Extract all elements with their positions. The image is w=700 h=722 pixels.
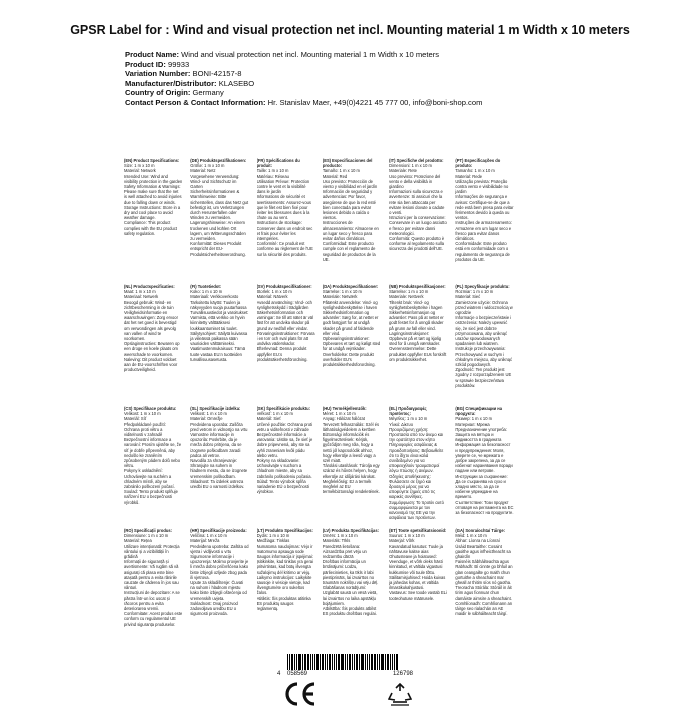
- spec-line: Conformidad: Este producto cumple con el reglamento de seguridad de productos de la UE.: [322, 241, 376, 262]
- spec-block: [323, 528, 381, 650]
- spec-line: Ábhar: Líonra na Líonraí: [455, 538, 500, 544]
- barcode-bar: [354, 654, 355, 670]
- spec-line: Instrucțiuni de depozitare: A se păstra într-un loc uscat și răcoros pentru a evita deteriorarea vremii.: [124, 590, 180, 612]
- barcode-bar: [374, 654, 376, 670]
- spec-block: [455, 528, 513, 650]
- spec-line: Συμμόρφωση: Το προϊόν αυτό συμμορφώνεται με τον κανονισμό της ΕΕ για την ασφάλεια των προϊόντων.: [389, 499, 444, 521]
- barcode-bar: [287, 654, 288, 670]
- barcode-bar: [356, 654, 358, 670]
- barcode-bar: [338, 654, 340, 670]
- spec-line: Faisnéis Sábháilteachta agus Rabhadh: Bí cinnte go bhfuil an glan ceangailte go maith chun gortuithe a sheachaint mar gheall ar thitim síos nó gaotha.: [455, 559, 513, 586]
- barcode: [287, 654, 413, 676]
- info-value: 99933: [168, 59, 190, 69]
- spec-line: Sikkerhedsinformation og advarsler: Sørg for, at nettet er godt fastgjort for at undgå skader på grund af faldende eller vind.: [322, 310, 379, 336]
- spec-line: Информация за безопасност и предупреждения: Моля, уверете се, че мрежата е добре закрепена, за да се избегнат наранявания поради падане или ветрове.: [455, 442, 513, 474]
- spec-line: Numatoma naudojimas: Vėjo ir matomumo apsauga sode: [256, 543, 313, 554]
- spec-block: [190, 528, 248, 650]
- spec-line: Størrelse: 1 m x 10 m: [389, 289, 429, 295]
- spec-line: Größe: 1 m x 10 m: [190, 163, 225, 169]
- spec-line: Utilização prevista: Proteção contra vento e visibilidade no jardim: [455, 178, 509, 195]
- spec-row-1: [124, 158, 580, 280]
- spec-line: Zamierzone użycie: Ochrona przed wiatrem i widocznością w ogrodzie: [455, 299, 513, 316]
- spec-line: Storlek: 1 m x 10 m: [256, 289, 292, 295]
- barcode-bar: [345, 654, 346, 670]
- spec-block: [455, 406, 513, 528]
- info-label: Product Name:: [125, 50, 180, 59]
- spec-line: Drošības informācija un brīdinājumi: Lūdzu, pārliecinieties, ka tīkls ir labi piestiprināts, lai izvairītos no traumām nokrišņu vai vēju dēļ.: [322, 559, 379, 586]
- spec-heading: (ET) Toote spetsifikatsioonid:: [389, 528, 447, 533]
- barcode-bar: [302, 654, 303, 670]
- info-label: Product ID:: [125, 59, 166, 69]
- spec-block: [455, 284, 513, 406]
- barcode-bar: [361, 654, 364, 670]
- spec-line: Efterlevnad: Denna produkt uppfyller EU:s produktsäkerhetsförordning.: [256, 346, 308, 362]
- spec-block: [257, 528, 315, 650]
- spec-line: Izmērs: 1 m x 10 m: [322, 533, 358, 539]
- info-row-product-name: [125, 50, 700, 60]
- spec-line: Materiał: Sieć: [455, 294, 481, 300]
- spec-line: Určené použitie: Ochrana proti vetru a viditeľnosti v záhrade: [256, 421, 313, 432]
- spec-block: [257, 284, 315, 406]
- spec-block: [190, 158, 248, 280]
- barcode-bar: [307, 654, 309, 670]
- spec-line: Ohutusteave ja hoiatused: Veenduge, et võrk oleks hästi kinnitatud, et vältida vigastusi kukkumise või tuule tõttu.: [389, 554, 443, 575]
- spec-line: Materiaal: Netwerk: [124, 294, 159, 300]
- spec-block: [124, 284, 182, 406]
- spec-line: Instrukcje przechowywania: Przechowywać w suchym i chłodnym miejscu, aby uniknąć szkód pogodowych.: [455, 346, 513, 368]
- barcode-bar: [381, 654, 384, 670]
- barcode-bar: [394, 654, 395, 670]
- spec-line: Materiāls: Tīkls: [322, 538, 351, 544]
- spec-line: Instruções de armazenamento: Armazene em um lugar seco e fresco para evitar danos climáticos.: [455, 220, 512, 242]
- barcode-lead-digit: 4: [277, 671, 281, 677]
- spec-block: [522, 528, 580, 650]
- spec-line: Avsedd användning: Vind- och synlighetsskydd i trädgården: [256, 299, 312, 310]
- barcode-bar: [341, 654, 344, 670]
- spec-line: Intended Use: Wind and visibility protection in the garden: [124, 173, 183, 184]
- spec-line: Navodila za shranjevanje: Shranjujte na suhem in hladnem mestu, da se izognete vremenskim poškodbam.: [190, 458, 248, 479]
- barcode-digits: [287, 671, 413, 678]
- spec-line: Размер: 1 m x 10 m: [455, 416, 493, 422]
- info-row-product-id: [125, 60, 700, 70]
- barcode-left-digits: 058569: [287, 671, 308, 677]
- spec-line: Pokyny k uskladnění: Uchovávejte na suchém a chladném místě, aby se zabránilo poškození počasí.: [124, 468, 175, 490]
- spec-heading: (BG) Спецификации на продукта:: [455, 406, 503, 417]
- spec-line: Sikkerhetsinformasjon og advarsler: Pass på at nettet er godt festet for å unngå skader på grunn av fall eller vind.: [389, 310, 444, 331]
- spec-block: [323, 284, 381, 406]
- spec-line: Úsáid Beartaithe: Cosaint gaoithe agus infheictheacht sa ghairdín: [455, 543, 511, 560]
- spec-heading: (FR) Spécifications du produit:: [256, 158, 300, 169]
- spec-line: Material: Omrežje: [190, 416, 223, 422]
- spec-line: Beoogd gebruik: Wind- en zichtbescherming in de tuin: [124, 299, 174, 310]
- spec-line: Tiltenkt bruk: Vind- og synlighetsbeskyttelse i hagen: [389, 299, 443, 310]
- spec-line: Veličina: 1 m x 10 m: [190, 533, 227, 539]
- barcode-bar: [325, 654, 326, 670]
- info-row-country: [125, 88, 700, 98]
- spec-line: Treoracha Stórála: Stóráil in áit tirim agus fionnuar chun damáiste aimsire a sheachaint.: [455, 585, 512, 601]
- spec-block: [323, 158, 381, 280]
- spec-line: Informations de sécurité et avertissements: Assurez-vous que le filet est bien fixé pour éviter les blessures dues à la chute ou au vent.: [256, 194, 311, 221]
- spec-block: [124, 528, 182, 650]
- spec-line: Bezpečnostní informace a varování: Prosím ujistěte se, že síť je dobře připevněná, aby nedošlo ke zraněním způsobeným pádem dolů nebo větru.: [124, 437, 182, 469]
- spec-block: [190, 284, 248, 406]
- barcode-bar: [291, 654, 293, 670]
- spec-line: Tervezett felhasználás: Szél és láthatóságvédelem a kertben: [322, 421, 380, 432]
- barcode-bar: [327, 654, 328, 670]
- spec-line: Suurus: 1 m x 10 m: [389, 533, 425, 539]
- barcode-bar: [294, 654, 295, 670]
- spec-heading: (FI) Tuotetiedot:: [190, 284, 222, 289]
- spec-line: Compliance: This product complies with the EU product safety regulation.: [124, 220, 178, 236]
- barcode-bar: [320, 654, 321, 670]
- spec-heading: (NB) Produktspesifikasjoner:: [389, 284, 446, 289]
- barcode-bar: [298, 654, 301, 670]
- spec-line: Tárolási utasítások: Tárolja egy száraz és hűvös helyen, hogy elkerülje az időjárási károkat.: [322, 463, 380, 479]
- spec-block: [522, 406, 580, 528]
- barcode-bar: [336, 654, 337, 670]
- barcode-bar: [387, 654, 389, 670]
- spec-line: Informações de segurança e avisos: Certifique-se de que a rede está bem presa para evitar ferimentos devido à queda ou ventos.: [455, 194, 514, 221]
- spec-line: Material: Network: [124, 168, 156, 174]
- spec-line: Předpokládané použití: Ochrana proti větru a viditelnosti v zahradě: [124, 421, 166, 438]
- spec-line: Utilizare intenționată: Protecția vântului și a vizibilității în grădină: [124, 543, 180, 560]
- barcode-bar: [312, 654, 313, 670]
- spec-line: Kavandatud kasutus: Tuule ja nähtavuse kaitse aias: [389, 543, 443, 554]
- spec-line: Tamanho: 1 m x 10 m: [455, 168, 495, 174]
- spec-line: Velikost: 1 m x 10 m: [124, 411, 161, 417]
- spec-heading: (IT) Specifiche del prodotto:: [389, 158, 444, 163]
- spec-line: Glabāšanas norādījumi: Uzglabāt sausā un vēsā vietā, lai izvairītos no laika apstākļu bojājumiem.: [322, 585, 378, 606]
- spec-line: Bezpečnostné informácie a varovania: Uistite sa, že sieť je dobre pripevnená, aby ste sa vyhli zraneniam kvôli pádu alebo vetru.: [256, 432, 313, 458]
- barcode-bar: [369, 654, 370, 670]
- spec-line: Predvidena uporaba: Zaščita pred vetrom in vidnostjo na vrtu: [190, 421, 248, 432]
- spec-line: Anyag: Hálózat hálózat: [322, 416, 365, 422]
- barcode-bar: [377, 654, 378, 670]
- spec-line: Material: Red: [322, 173, 348, 179]
- spec-line: Overensstemmelse: Dette produktet oppfyller EUs forskrift om produktsikkerhet.: [389, 346, 447, 362]
- spec-line: Conformité: Ce produit est conforme au règlement de l'UE sur la sécurité des produits.: [256, 241, 313, 257]
- spec-row-3: [124, 406, 580, 528]
- spec-line: Sukladnost: Ovaj proizvod zadovoljava uredbu EU o sigurnosti proizvoda.: [190, 600, 238, 617]
- spec-line: Méret: 1 m x 10 m: [322, 411, 356, 417]
- spec-line: Conformitate: Acest produs este conform cu regulamentul UE privind siguranța produselor.: [124, 611, 183, 627]
- spec-block: [257, 406, 315, 528]
- spec-line: Naleving: Dit product voldoet aan de EU-voorschriften voor productveiligheid.: [124, 356, 178, 373]
- spec-heading: (HU) Termékjellemzők:: [322, 406, 367, 411]
- spec-line: Atitiktis: Šis produktas atitinka ES produktų saugos reglamentą.: [256, 595, 311, 612]
- spec-line: Skladnost: Ta izdelek ustreza uredbi EU o varnosti izdelkov.: [190, 478, 245, 490]
- label-title: GPSR Label for : Wind and visual protection net incl. Mounting material 1 m Width x 10 meters: [70, 23, 630, 37]
- spec-line: Säilytysohjeet: Säilytä kuivassa ja viileässä paikassa sään vaurioiden välttämiseksi.: [190, 330, 248, 347]
- spec-line: Förvaringsinstruktioner: Förvara i en torr och sval plats för att undvika väderskador.: [256, 330, 315, 347]
- spec-line: Size: 1 m x 10 m: [124, 163, 155, 169]
- barcode-bar: [314, 654, 315, 670]
- ce-mark-icon: [283, 681, 317, 707]
- spec-line: Påtænkt anvendelse: Vind- og synlighedsbeskyttelse i haven: [322, 299, 378, 310]
- info-value: Wind and visual protection net incl. Mounting material 1 m Width x 10 meters: [181, 50, 440, 59]
- spec-line: Overholdelse: Dette produkt overholder EU's produktsikkerhedsforordning.: [322, 351, 376, 368]
- spec-block: [124, 158, 182, 280]
- spec-heading: (EL) Προδιαγραφές προϊόντος:: [389, 406, 427, 417]
- spec-line: Инструкции за съхранение: Да се съхранява на сухо и хладно място, за да се избегне увреждане на времето.: [455, 473, 508, 500]
- spec-line: Taille: 1 m x 10 m: [256, 168, 289, 174]
- spec-line: Paredzētā lietošana: Aizsardzība pret vēju un redzamību dārzā: [322, 543, 367, 560]
- spec-line: Matériau: Réseau: [256, 173, 289, 179]
- spec-line: Uso previsto: Protección de viento y visibilidad en el jardín: [322, 178, 378, 190]
- barcode-bar: [352, 654, 353, 670]
- spec-line: Οδηγίες αποθήκευσης: Φυλάσσετε σε ξηρό και δροσερό μέρος για να αποφύγετε ζημιές από τις καιρικές συνθήκες.: [389, 473, 436, 500]
- spec-line: Atbilstība: Šis produkts atbilst ES produktu drošības regulai.: [322, 606, 377, 617]
- spec-line: Материал: Мрежа: [455, 421, 490, 427]
- spec-line: Conformidade: Este produto está em conformidade com o regulamento de segurança de produtos da UE.: [455, 241, 510, 262]
- spec-heading: (SL) Specifikacije izdelka:: [190, 406, 241, 411]
- spec-line: Vorgesehene Verwendung: Wind- und Sichtschutz im Garten: [190, 173, 240, 190]
- spec-line: Materiál: Síť: [124, 416, 147, 422]
- info-value: BONI-42157-8: [192, 69, 242, 79]
- barcode-bar: [289, 654, 290, 670]
- spec-line: Saugos informacija ir įspėjimai: Įsitikinkite, kad tinklas yra gerai pritvirtintas, kad būtų išvengta sužalojimų dėl kritimo ar vėjų.: [256, 554, 313, 575]
- barcode-bar: [367, 654, 368, 670]
- info-label: Variation Number:: [125, 69, 191, 79]
- spec-line: Turvallisuustiedot ja varoitukset: Varmista, että verkko on hyvin kiinnitetty välttääksesi loukkaantumiset tai tuulet.: [190, 310, 249, 331]
- spec-line: Conformità: Questo prodotto è conforme al regolamento sulla sicurezza dei prodotti dell'UE.: [389, 236, 445, 252]
- spec-line: Materjal: Võrk: [389, 538, 415, 544]
- barcode-bar: [359, 654, 360, 670]
- spec-block: [124, 406, 182, 528]
- barcode-bar: [310, 654, 311, 670]
- recycle-icon: [388, 683, 412, 707]
- spec-line: Dimensiune: 1 m x 10 m: [124, 533, 169, 539]
- info-label: Country of Origin:: [125, 88, 191, 98]
- barcode-bar: [365, 654, 366, 670]
- info-value: Germany: [192, 88, 224, 98]
- spec-line: Rozmiar: 1 m x 10 m: [455, 289, 494, 295]
- spec-heading: (GA) Sonraíochtaí Táirge:: [455, 528, 506, 533]
- barcode-bar: [329, 654, 331, 670]
- spec-line: Upute za skladištenje: Čuvati na suhom i hladnom mjestu kako biste izbjegli oštećenja od vremenskih uvjeta.: [190, 580, 247, 601]
- spec-block: [389, 158, 447, 280]
- spec-heading: (SV) Produktspecifikationer:: [256, 284, 312, 289]
- spec-line: Megfelelőség: Ez a termék megfelel az EU termékbiztonsági rendeletének.: [322, 478, 380, 495]
- info-row-contact: [125, 98, 700, 108]
- spec-line: Vastavus: See toode vastab ELi tooteohutuse määrusele.: [389, 590, 447, 601]
- spec-block: [522, 284, 580, 406]
- spec-line: Dydis: 1 m x 10 m: [256, 533, 290, 539]
- spec-line: Tamaño: 1 m x 10 m: [322, 168, 360, 174]
- spec-heading: (HR) Specifikacije proizvoda:: [190, 528, 247, 533]
- spec-heading: (DE) Produktspezifikationen:: [190, 158, 247, 163]
- spec-line: Konformität: Dieses Produkt entspricht der EU-Produktsicherheitsverordnung.: [190, 241, 246, 257]
- barcode-right-digits: 126798: [392, 671, 413, 677]
- spec-row-4: [124, 528, 580, 650]
- barcode-bar: [349, 654, 351, 670]
- spec-line: Sigurnosne informacije i upozorenja: Molimo provjerite je li mreža dobro pričvršćena kako biste izbjegli ozljede zbog pada ili vjetrova.: [190, 554, 249, 580]
- spec-heading: (RO) Specificații produs:: [124, 528, 172, 533]
- spec-line: Materiál: Sieť: [256, 416, 281, 422]
- spec-block: [389, 406, 447, 528]
- spec-heading: (SK) Špecifikácie produktu:: [256, 406, 311, 411]
- spec-line: Material: Rede: [455, 173, 483, 179]
- spec-block: [389, 528, 447, 650]
- spec-line: Velikost: 1 m x 10 m: [190, 411, 227, 417]
- spec-line: Material: Netz: [190, 168, 216, 174]
- spec-line: Μέγεθος: 1 m x 10 m: [389, 416, 428, 422]
- spec-heading: (PL) Specyfikacje produktu:: [455, 284, 510, 289]
- spec-line: Veiligheidsinformatie en waarschuwingen: Zorg ervoor dat het net goed is bevestigd om verwondingen als gevolg van vallen of wind te voorkomen.: [124, 310, 178, 342]
- barcode-bar: [385, 654, 386, 670]
- spec-line: Dimensioni: 1 m x 10 m: [389, 163, 432, 169]
- spec-line: Sicherheitsinformationen & Warnhinweise: Bitte sicherstellen, dass das Netz gut befestigt ist, um Verletzungen durch Herunterfallen oder Winden zu vermeiden.: [190, 189, 249, 221]
- barcode-bar: [332, 654, 333, 670]
- spec-line: Opbevaringsinstruktioner: Opbevares et tørt og køligt sted for at undgå vejrskader.: [322, 336, 381, 352]
- info-row-manufacturer: [125, 79, 700, 89]
- spec-block: [190, 406, 248, 528]
- spec-line: Méid: 1 m x 10 m: [455, 533, 487, 539]
- spec-block: [389, 284, 447, 406]
- spec-line: Informacje o bezpieczeństwie i ostrzeżenia: Należy upewnić się, że sieć jest dobrze przymocowana, aby uniknąć urazów spowodowanych spadaniem lub wiatrem.: [455, 315, 512, 347]
- spec-line: Πληροφορίες ασφάλειας & προειδοποιήσεις: Βεβαιωθείτε ότι το δίχτυ είναι καλά συνδεδεμένο για να αποφευχθούν τραυματισμοί λόγω πτώσης ή ανέμων.: [389, 442, 444, 474]
- info-value: Hr. Stanislav Maer, +49(0)4221 45 777 00, info@boni-shop.com: [267, 97, 483, 107]
- spec-line: Informazioni sulla sicurezza e avvertenze: Si assicuri che la rete sia ben attaccata per evitare lesioni dovute a cadute o venti.: [389, 189, 445, 216]
- spec-line: Informații de siguranță și avertismente: Vă rugăm să vă asigurați că plasa este bine atașată pentru a evita rănirile cauzate de căderea în jos sau vânturi.: [124, 559, 179, 591]
- spec-line: Υλικό: Δίκτυο: [389, 421, 413, 427]
- spec-heading: (EN) Product Specifications:: [124, 158, 180, 163]
- barcode-bar: [322, 654, 324, 670]
- spec-block: [455, 158, 513, 280]
- spec-line: Opslaginstructies: Bewaren op een droge en koele plaats om weerschade te voorkomen.: [124, 341, 180, 357]
- spec-line: Pokyny na skladovanie: Uchovávajte v suchom a chladnom mieste, aby sa zabránilo poškodeniu počasia.: [256, 458, 312, 479]
- spec-line: Súlad: Tento výrobok spĺňa nariadenie EÚ o bezpečnosti výrobkov.: [256, 478, 309, 495]
- spec-heading: (PT) Especificações do produto:: [455, 158, 501, 169]
- spec-line: Biztonsági információk és figyelmeztetések: Kérjük, győződjön meg róla, hogy a nettó jól kapcsolódik ahhoz, hogy elkerülje a leeső vagy a szél miatt.: [322, 432, 376, 464]
- spec-line: Storage Instructions: Store in a dry and cool place to avoid weather damage.: [124, 204, 181, 221]
- spec-line: Utilisation Prévue: Protection contre le vent et la visibilité dans le jardin: [256, 178, 310, 195]
- spec-line: Materijal: Mreža: [190, 538, 220, 544]
- spec-line: Säkerhetsinformation och varningar: Se till att nätet är väl fäst för att undvika skador på grund av nedfall eller vindar.: [256, 310, 313, 331]
- spec-line: Predviđena upotreba: Zaštita od vjetra i vidljivosti u vrtu: [190, 543, 249, 554]
- barcode-bars: [287, 654, 413, 670]
- barcode-bar: [396, 654, 398, 670]
- spec-line: Tarkoitettu käyttö: Tuulen ja näkyvyyden suoja puutarhassa: [190, 299, 247, 310]
- barcode-bar: [379, 654, 380, 670]
- barcode-bar: [392, 654, 393, 670]
- spec-line: Istruzioni per la conservazione: Conservare in un luogo asciutto e fresco per evitare danni meteorologici.: [389, 215, 447, 236]
- spec-line: Lagerungshinweise: An einem trockenen und kühlen Ort lagern, um Witterungsschäden zu vermeiden.: [190, 220, 246, 242]
- spec-line: Varnostne informacije in opozorila: Poskrbite, da je mreža dobro pritrjena, da se izognete poškodbam zaradi padca ali vetrov.: [190, 432, 242, 458]
- spec-heading: (LV) Produkta Specifikācijas:: [322, 528, 379, 533]
- spec-line: Soulad: Tento produkt splňuje nařízení EU o bezpečnosti výrobků.: [124, 489, 178, 505]
- spec-line: Säilitamisjuhised: Hoida kuivas ja jahedas kohas, et vältida ilmastikukahjustusi.: [389, 574, 446, 591]
- spec-line: Instrucciones de almacenamiento: Almacene en un lugar seco y fresco para evitar daños climáticos.: [322, 220, 379, 242]
- barcode-bar: [296, 654, 297, 670]
- spec-heading: (CS) Specifikace produktu:: [124, 406, 177, 411]
- spec-line: Medžiaga: Tinklas: [256, 538, 290, 544]
- spec-line: Предназначение употреба: Защита на вятъра и видимостта в градината: [455, 426, 507, 443]
- spec-line: Instructions de stockage: Conserver dans un endroit sec et frais pour éviter les intempéries.: [256, 220, 313, 242]
- barcode-bar: [347, 654, 348, 670]
- spec-line: Laikymo instrukcijos: Laikykite sausoje ir vėsioje vietoje, kad išvengtumėte oro sukeltos žalos.: [256, 574, 312, 596]
- barcode-bar: [316, 654, 319, 670]
- spec-heading: (ES) Especificaciones del producto:: [322, 158, 373, 169]
- spec-row-2: [124, 284, 580, 406]
- info-row-variation: [125, 69, 700, 79]
- barcode-bar: [371, 654, 373, 670]
- spec-block: [323, 406, 381, 528]
- spec-line: Materiaali: Verkkoverkosto: [190, 294, 239, 300]
- spec-line: Materiale: Netværk: [322, 294, 358, 300]
- spec-line: Προοριζόμενη χρήση: Προστασία από τον άνεμο και την ορατότητα στον κήπο: [389, 426, 444, 443]
- spec-line: Uso previsto: Protezione del vento e della visibilità in giardino: [389, 173, 441, 190]
- spec-line: Lagringsinstruksjoner: Oppbevar på et tørt og kjølig sted for å unngå værskader.: [389, 330, 442, 347]
- spec-line: Zgodność: Ten produkt jest zgodny z rozporządzeniem UE w sprawie bezpieczeństwa produktów.: [455, 367, 512, 388]
- spec-line: Veľkosť: 1 m x 10 m: [256, 411, 293, 417]
- spec-heading: (NL) Productspecificaties:: [124, 284, 175, 289]
- spec-block: [257, 158, 315, 280]
- spec-line: Información de seguridad y advertencias: Por favor, asegúrese de que la red esté bien conectada para evitar lesiones debido a caída o vientos.: [322, 189, 376, 221]
- info-label: Manufacturer/Distributor:: [125, 78, 217, 88]
- spec-line: Material: Nätverk: [256, 294, 288, 300]
- spec-heading: (LT) Produkto Specifikacijos:: [256, 528, 313, 533]
- spec-block: [522, 158, 580, 280]
- spec-line: Materiale: Nettverk: [389, 294, 424, 300]
- spec-line: Comhlíonadh: Comhlíonann an táirge seo rialachán an AE maidir le sábháilteacht táirgí.: [455, 600, 513, 617]
- product-info: [125, 50, 700, 108]
- barcode-bar: [304, 654, 306, 670]
- spec-line: Materiale: Rete: [389, 168, 417, 174]
- spec-heading: (DA) Produktspecifikationer:: [322, 284, 379, 289]
- spec-line: Safety Information & Warnings: Please make sure that the net is well attached to avoid injuries due to falling down or winds.: [124, 184, 182, 205]
- barcode-bar: [334, 654, 335, 670]
- barcode-bar: [390, 654, 391, 670]
- spec-line: Material: Rețea: [124, 538, 152, 544]
- spec-line: Størrelse: 1 m x 10 m: [322, 289, 362, 295]
- spec-line: Vaatimustenmukaisuus: Tämä tuote vastaa EU:n tuotteiden turvallisuusasetusta.: [190, 346, 245, 362]
- info-label: Contact Person & Contact Information:: [125, 97, 266, 107]
- info-value: KLASEBO: [218, 78, 255, 88]
- spec-line: Maat: 1 m x 10 m: [124, 289, 156, 295]
- spec-line: Koko: 1 m x 10 m: [190, 289, 223, 295]
- spec-line: Съответствие: Този продукт отговаря на регламента на ЕС за безопасност на продуктите.: [455, 499, 514, 516]
